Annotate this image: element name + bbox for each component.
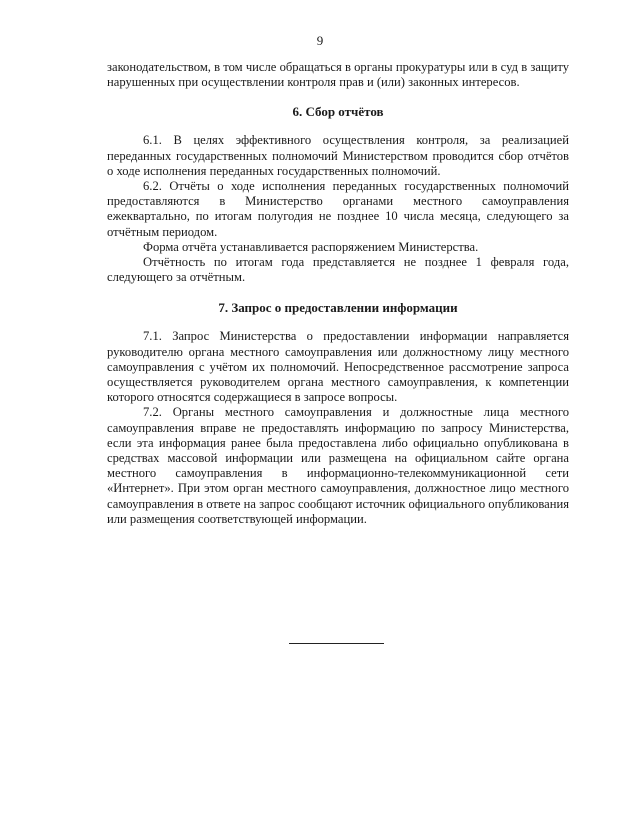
paragraph-6-annual: Отчётность по итогам года представляется не позднее 1 февраля года, следующего за отчётным. [107, 255, 569, 285]
section-7-title: 7. Запрос о предоставлении информации [218, 300, 458, 316]
paragraph-6-2: 6.2. Отчёты о ходе исполнения переданных государственных полномочий предоставляются в Министерство органами местного самоуправления ежеквартально, по итогам полугодия не позднее 10 числа месяца, следующего за отчётным периодом. [107, 179, 569, 239]
paragraph-6-1: 6.1. В целях эффективного осуществления контроля, за реализацией переданных государственных полномочий Министерством проводится сбор отчётов о ходе исполнения переданных государственных полномочий. [107, 133, 569, 178]
paragraph-7-1: 7.1. Запрос Министерства о предоставлении информации направляется руководителю органа местного самоуправления или должностному лицу местного самоуправления с учётом их полномочий. Непосредственное рассмотрение запроса осуществляется руководителем органа местного самоуправления, к компетенции которого относятся содержащиеся в запросе вопросы. [107, 329, 569, 405]
document-body [107, 60, 569, 527]
continuation-paragraph: законодательством, в том числе обращаться в органы прокуратуры или в суд в защиту нарушенных при осуществлении контроля прав и (или) законных интересов. [107, 60, 569, 90]
section-6-title: 6. Сбор отчётов [292, 104, 384, 120]
paragraph-7-2: 7.2. Органы местного самоуправления и должностные лица местного самоуправления вправе не предоставлять информацию по запросу Министерства, если эта информация ранее была предоставлена либо официально опубликована в средствах массовой информации или размещена на официальном сайте органа местного самоуправления в информационно-телекоммуникационной сети «Интернет». При этом орган местного самоуправления, должностное лицо местного самоуправления в ответе на запрос сообщают источник официального опубликования или размещения соответствующей информации. [107, 405, 569, 526]
page-number: 9 [316, 33, 324, 48]
end-divider-line [289, 643, 384, 644]
paragraph-6-form: Форма отчёта устанавливается распоряжением Министерства. [143, 239, 479, 254]
